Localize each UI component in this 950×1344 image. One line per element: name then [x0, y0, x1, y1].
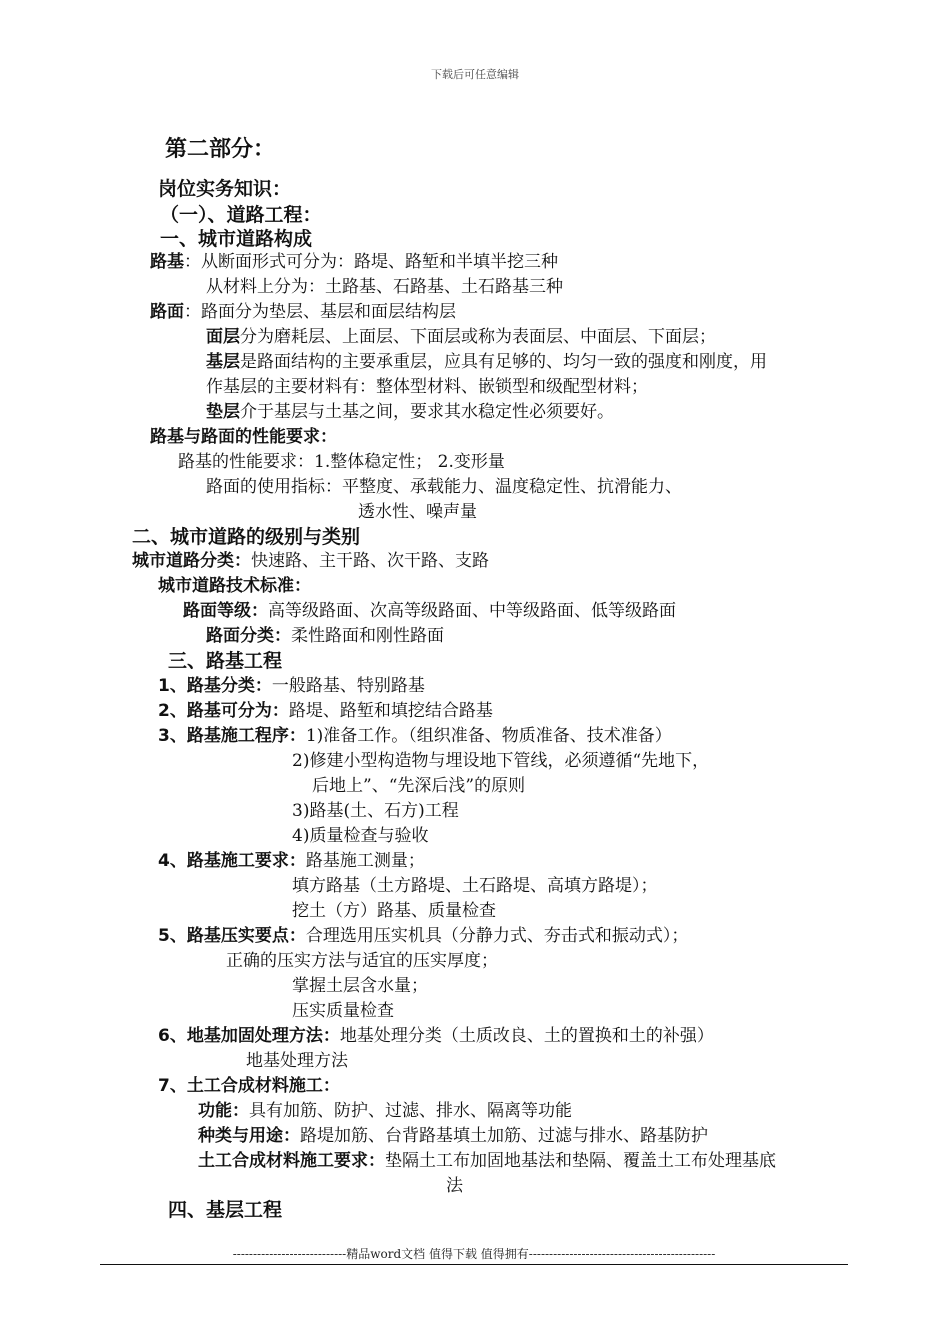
requirement-text: 垫隔土工布加固地基法和垫隔、覆盖土工布处理基底	[385, 1151, 776, 1171]
item-3-text: 1)准备工作。（组织准备、物质准备、技术准备）	[305, 726, 672, 746]
item-1-text: 一般路基、特别路基	[271, 676, 425, 696]
performance-heading: 路基与路面的性能要求：	[150, 427, 337, 447]
cushion-label: 垫层	[206, 402, 240, 422]
practice-subtitle: 岗位实务知识：	[158, 178, 292, 200]
item-1-label: 1、路基分类：	[158, 676, 272, 696]
part-title: 第二部分：	[165, 137, 276, 162]
item-3-step-2-cont: 后地上”、“先深后浅”的原则	[312, 776, 526, 796]
item-2-label: 2、路基可分为：	[158, 701, 289, 721]
surface-label: 面层	[206, 327, 240, 347]
item-4-line-3: 挖土（方）路基、质量检查	[292, 901, 496, 921]
heading-road-class: 二、城市道路的级别与类别	[132, 526, 361, 548]
geosynthetic-use	[198, 1125, 708, 1147]
item-4-text: 路基施工测量；	[305, 851, 425, 871]
function-label: 功能：	[198, 1101, 249, 1121]
pavement-line	[150, 301, 456, 323]
road-classification-line	[132, 550, 489, 572]
base-layer-line	[206, 351, 767, 373]
roadbed-material-text: 从材料上分为：土路基、石路基、土石路基三种	[206, 277, 563, 297]
item-3-label: 3、路基施工程序：	[158, 726, 306, 746]
roadbed-label: 路基	[150, 252, 184, 272]
base-text: 是路面结构的主要承重层，应具有足够的、均匀一致的强度和刚度，用	[240, 352, 767, 372]
item-5-label: 5、路基压实要点：	[158, 926, 306, 946]
surface-text: 分为磨耗层、上面层、下面层或称为表面层、中面层、下面层；	[240, 327, 716, 347]
cushion-text: 介于基层与土基之间，要求其水稳定性必须要好。	[240, 402, 614, 422]
item-5-text: 合理选用压实机具（分静力式、夯击式和振动式）；	[305, 926, 689, 946]
pavement-text: ：路面分为垫层、基层和面层结构层	[184, 302, 456, 322]
heading-road-composition: 一、城市道路构成	[160, 228, 313, 250]
item-5-line-3: 掌握土层含水量；	[292, 976, 428, 996]
pavement-label: 路面	[150, 302, 184, 322]
item-5-line-2: 正确的压实方法与适宜的压实厚度；	[226, 951, 498, 971]
function-text: 具有加筋、防护、过滤、排水、隔离等功能	[249, 1101, 572, 1121]
use-text: 路堤加筋、台背路基填土加筋、过滤与排水、路基防护	[300, 1126, 708, 1146]
classification-label: 城市道路分类：	[132, 551, 251, 571]
heading-base-engineering: 四、基层工程	[168, 1199, 283, 1221]
header-note: 下载后可任意编辑	[431, 68, 519, 81]
item-3-step-2: 2)修建小型构造物与埋设地下管线，必须遵循“先地下，	[292, 751, 710, 771]
cushion-layer-line	[206, 401, 614, 423]
requirement-text-cont: 法	[446, 1176, 463, 1196]
item-1	[158, 675, 425, 697]
item-6-label: 6、地基加固处理方法：	[158, 1026, 340, 1046]
pavement-grade-line	[183, 600, 676, 622]
heading-roadbed-engineering: 三、路基工程	[168, 650, 283, 672]
roadbed-line	[150, 251, 558, 273]
use-label: 种类与用途：	[198, 1126, 300, 1146]
base-layer-text-cont: 作基层的主要材料有：整体型材料、嵌锁型和级配型材料；	[206, 377, 648, 397]
section-road-engineering: （一）、道路工程：	[160, 204, 322, 226]
item-4	[158, 850, 425, 872]
item-6-text: 地基处理分类（土质改良、土的置换和土的补强）	[339, 1026, 714, 1046]
geosynthetic-requirement	[198, 1150, 776, 1172]
item-2-text: 路堤、路堑和填挖结合路基	[288, 701, 493, 721]
footer-note: ----------------------------精品word文档 值得下载 值得拥有----------------------------------------------	[232, 1247, 716, 1261]
item-3	[158, 725, 672, 747]
type-label: 路面分类：	[206, 626, 291, 646]
type-text: 柔性路面和刚性路面	[291, 626, 444, 646]
roadbed-performance: 路基的性能要求：1.整体稳定性； 2.变形量	[178, 452, 505, 472]
surface-layer-line	[206, 326, 716, 348]
item-5-line-4: 压实质量检查	[292, 1001, 394, 1021]
classification-text: 快速路、主干路、次干路、支路	[251, 551, 489, 571]
item-7-label: 7、土工合成材料施工：	[158, 1076, 340, 1096]
base-label: 基层	[206, 352, 240, 372]
item-4-line-2: 填方路基（土方路堤、土石路堤、高填方路堤）；	[292, 876, 658, 896]
pavement-indicators-cont: 透水性、噪声量	[358, 502, 477, 522]
requirement-label: 土工合成材料施工要求：	[198, 1151, 385, 1171]
geosynthetic-function	[198, 1100, 572, 1122]
footer-rule	[100, 1264, 848, 1265]
roadbed-text: ：从断面形式可分为：路堤、路堑和半填半挖三种	[184, 252, 558, 272]
technical-standard-label: 城市道路技术标准：	[158, 576, 311, 596]
pavement-type-line	[206, 625, 444, 647]
grade-label: 路面等级：	[183, 601, 268, 621]
item-6-line-2: 地基处理方法	[246, 1051, 348, 1071]
pavement-indicators: 路面的使用指标：平整度、承载能力、温度稳定性、抗滑能力、	[206, 477, 682, 497]
item-2	[158, 700, 493, 722]
grade-text: 高等级路面、次高等级路面、中等级路面、低等级路面	[268, 601, 676, 621]
item-3-step-4: 4)质量检查与验收	[292, 826, 429, 846]
item-4-label: 4、路基施工要求：	[158, 851, 306, 871]
item-5	[158, 925, 688, 947]
item-3-step-3: 3)路基(土、石方)工程	[292, 801, 459, 821]
item-6	[158, 1025, 714, 1047]
